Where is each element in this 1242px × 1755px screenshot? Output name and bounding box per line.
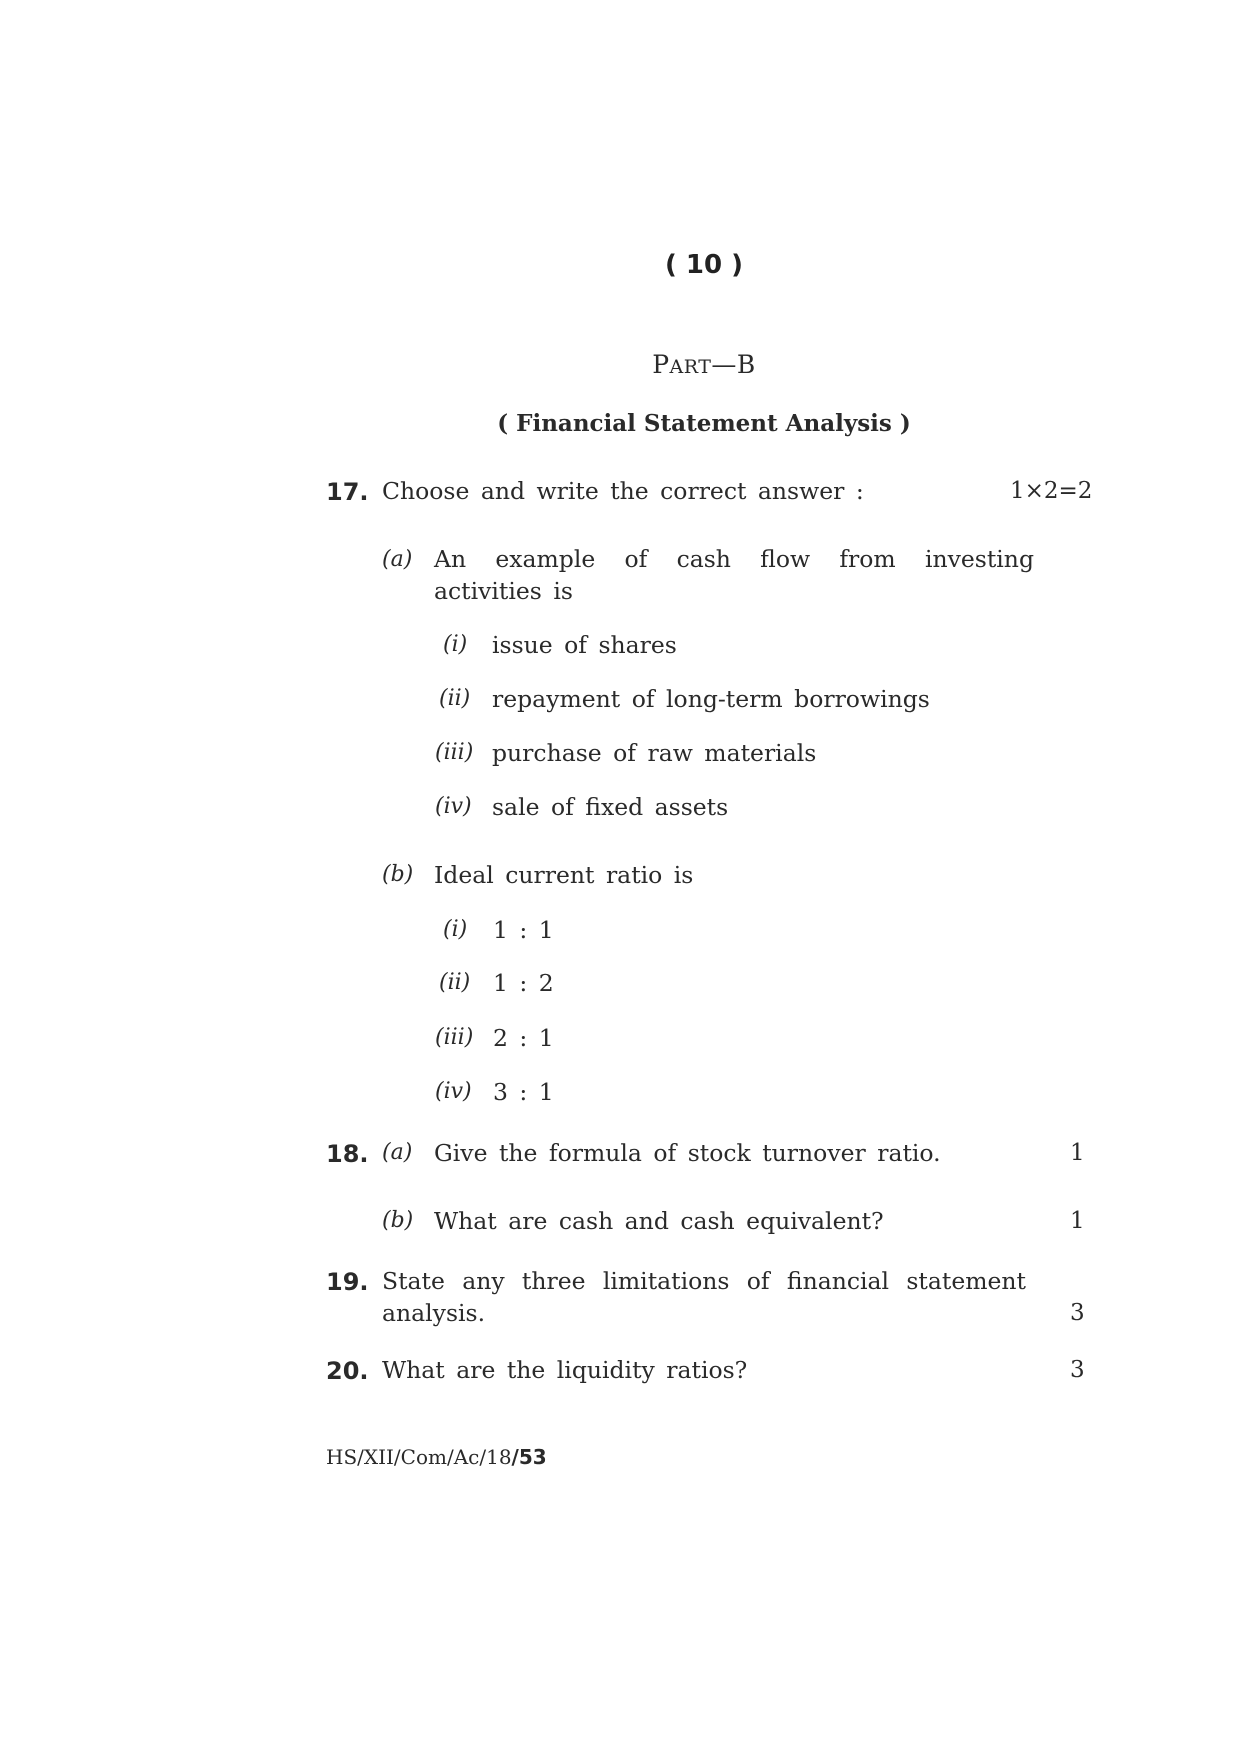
option-label: (i) — [443, 632, 468, 657]
option-label: (ii) — [439, 970, 471, 995]
question-number: 20. — [326, 1357, 369, 1385]
question-marks: 1 — [1070, 1208, 1085, 1234]
sub-question-label: (b) — [382, 862, 414, 887]
sub-question-text: An example of cash flow from investing — [434, 545, 1034, 573]
question-number: 17. — [326, 478, 369, 506]
part-heading: PART—B — [652, 350, 756, 379]
question-marks: 3 — [1070, 1300, 1085, 1326]
paper-code: HS/XII/Com/Ac/18/53 — [326, 1445, 547, 1469]
sub-question-label: (a) — [382, 1140, 413, 1165]
option-text: issue of shares — [492, 631, 677, 659]
option-label: (i) — [443, 917, 468, 942]
section-title: ( Financial Statement Analysis ) — [497, 410, 911, 437]
sub-question-label: (a) — [382, 547, 413, 572]
option-text: sale of fixed assets — [492, 793, 729, 821]
page-number: ( 10 ) — [664, 250, 744, 280]
sub-question-text: Give the formula of stock turnover ratio. — [434, 1139, 941, 1167]
option-text: 1 : 1 — [493, 916, 554, 944]
question-text: What are the liquidity ratios? — [382, 1356, 748, 1384]
question-number: 19. — [326, 1268, 369, 1296]
question-text: State any three limitations of financial statement — [382, 1267, 1026, 1295]
sub-question-text-cont: activities is — [434, 577, 573, 605]
option-label: (iv) — [435, 794, 472, 819]
sub-question-text: Ideal current ratio is — [434, 861, 694, 889]
sub-question-label: (b) — [382, 1208, 414, 1233]
option-label: (iii) — [435, 1025, 474, 1050]
sub-question-text: What are cash and cash equivalent? — [434, 1207, 884, 1235]
question-marks: 1 — [1070, 1140, 1085, 1166]
option-label: (iv) — [435, 1079, 472, 1104]
question-number: 18. — [326, 1140, 369, 1168]
question-text-cont: analysis. — [382, 1299, 486, 1327]
question-text: Choose and write the correct answer : — [382, 477, 864, 505]
option-text: 3 : 1 — [493, 1078, 554, 1106]
question-marks: 1×2=2 — [1010, 478, 1093, 504]
option-text: repayment of long-term borrowings — [492, 685, 930, 713]
option-text: 2 : 1 — [493, 1024, 554, 1052]
option-label: (iii) — [435, 740, 474, 765]
option-label: (ii) — [439, 686, 471, 711]
question-marks: 3 — [1070, 1357, 1085, 1383]
option-text: purchase of raw materials — [492, 739, 817, 767]
option-text: 1 : 2 — [493, 969, 554, 997]
